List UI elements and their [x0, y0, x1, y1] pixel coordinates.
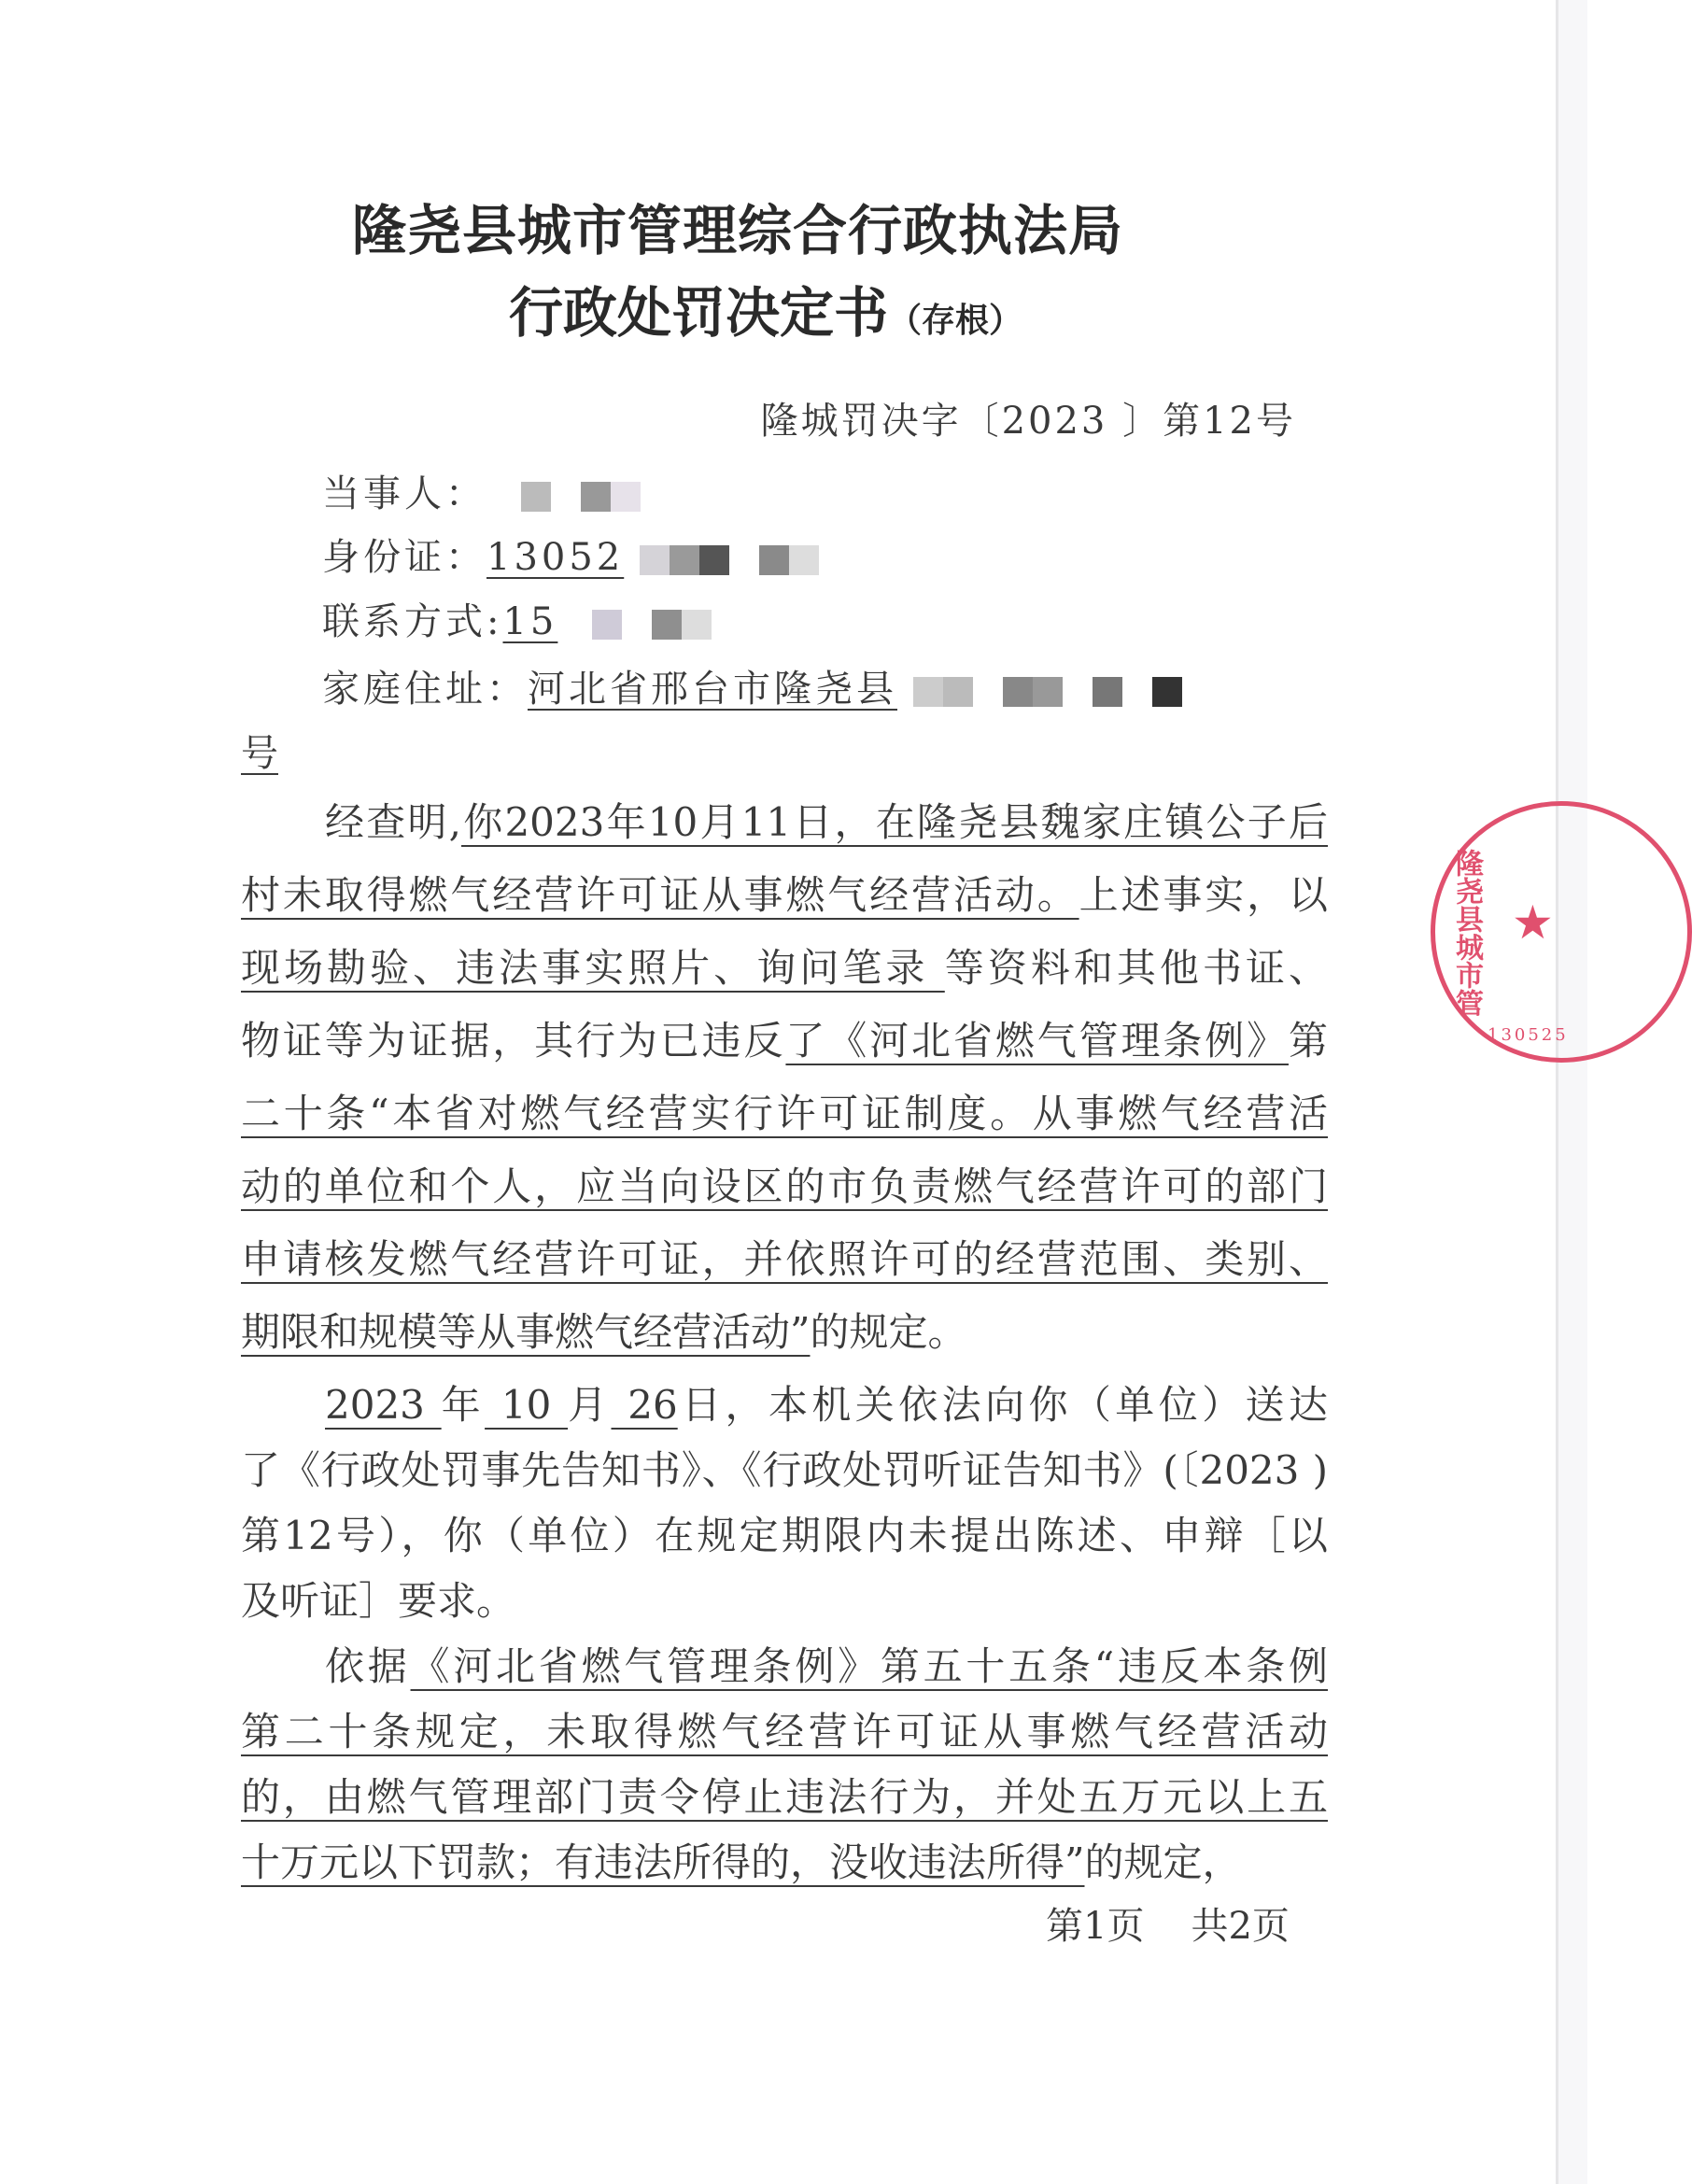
address-field	[322, 666, 1182, 712]
redaction	[682, 610, 712, 640]
underlined-text: 的，由燃气管理部门责令停止违法行为，并处五万元以上五	[241, 1774, 1328, 1820]
redaction	[943, 677, 973, 707]
document-title	[28, 280, 1503, 354]
contact-label: 联系方式:	[322, 600, 503, 643]
doc-type-suffix: （存根）	[888, 302, 1023, 340]
address-value: 河北省邢台市隆尧县	[528, 668, 897, 711]
underlined-text: 现场勘验、违法事实照片、询问笔录	[241, 945, 945, 991]
text-line	[241, 1078, 1328, 1150]
underlined-text: 动的单位和个人，应当向设区的市负责燃气经营许可的部门	[241, 1163, 1328, 1209]
underlined-text: 申请核发燃气经营许可证，并依照许可的经营范围、类别、	[241, 1236, 1328, 1282]
text: 的规定。	[810, 1309, 967, 1355]
underlined-text: 期限和规模等从事燃气经营活动”	[241, 1309, 811, 1355]
redaction	[789, 545, 819, 575]
redaction	[521, 482, 551, 512]
page-edge	[1556, 0, 1558, 2184]
redaction	[759, 545, 789, 575]
page-footer	[1046, 1903, 1336, 1950]
redaction	[1152, 677, 1182, 707]
text: 年	[441, 1382, 486, 1428]
text-line	[241, 786, 1328, 859]
seal-star-icon: ★	[1512, 895, 1554, 950]
paragraph-facts	[241, 786, 1328, 1369]
underlined-text: 了《河北省燃气管理条例》	[785, 1018, 1289, 1064]
text-line	[241, 859, 1328, 932]
redaction	[1003, 677, 1033, 707]
underlined-text: 你2023年10月11日，在隆尧县魏家庄镇公子后	[461, 799, 1328, 845]
redaction-gap	[551, 482, 581, 512]
redaction	[652, 610, 682, 640]
underlined-text: 村未取得燃气经营许可证从事燃气经营活动。	[241, 872, 1079, 918]
redaction	[913, 677, 943, 707]
underlined-text: 26	[611, 1382, 678, 1428]
redaction-gap	[1063, 677, 1093, 707]
text-line	[241, 1699, 1328, 1765]
address-label: 家庭住址：	[322, 668, 528, 711]
address-end: 号	[241, 732, 278, 775]
redaction	[581, 482, 611, 512]
text-line	[241, 1005, 1328, 1078]
page-number: 第1页	[1046, 1905, 1145, 1948]
text: 第12号），你（单位）在规定期限内未提出陈述、申辩［以	[241, 1513, 1328, 1558]
text: 月	[568, 1382, 612, 1428]
text-line	[241, 1223, 1328, 1296]
redaction-gap	[729, 545, 759, 575]
text: 等资料和其他书证、	[944, 945, 1328, 991]
contact-field	[322, 599, 712, 645]
text-line	[241, 1830, 1328, 1895]
underlined-text: 2023	[325, 1382, 442, 1428]
paragraph-notice-and-basis	[241, 1373, 1328, 1895]
redaction	[592, 610, 622, 640]
redaction	[611, 482, 641, 512]
id-value: 13052	[486, 536, 625, 579]
redaction	[640, 545, 670, 575]
redaction	[699, 545, 729, 575]
text-line	[241, 1438, 1328, 1503]
text: 上述事实，以	[1079, 872, 1328, 918]
seal-number: 130525	[1488, 1025, 1569, 1045]
text-line	[241, 1150, 1328, 1223]
text-line	[241, 1765, 1328, 1830]
doc-type: 行政处罚决定书	[508, 281, 888, 345]
text-line	[241, 932, 1328, 1005]
contact-value: 15	[502, 600, 558, 643]
seal-text: 隆尧县城市管	[1450, 849, 1483, 1017]
page-total: 共2页	[1191, 1905, 1290, 1948]
underlined-text: 二十条“本省对燃气经营实行许可证制度。从事燃气经营活	[241, 1091, 1328, 1136]
party-name-label: 当事人：	[322, 472, 486, 515]
underlined-text: 十万元以下罚款；有违法所得的，没收违法所得”	[241, 1839, 1085, 1885]
text: 物证等为证据，其行为已违反	[241, 1018, 786, 1064]
redaction	[670, 545, 699, 575]
underlined-text: 10	[485, 1382, 569, 1428]
text: 日，本机关依法向你（单位）送达	[677, 1382, 1328, 1428]
id-label: 身份证：	[322, 536, 486, 579]
scan-background	[1558, 0, 1587, 2184]
underlined-text: 第二十条规定，未取得燃气经营许可证从事燃气经营活动	[241, 1709, 1328, 1754]
redaction-gap	[622, 610, 652, 640]
agency-title: 隆尧县城市管理综合行政执法局	[351, 199, 1123, 262]
text-line	[241, 1503, 1328, 1569]
document-number: 隆城罚决字〔2023 〕第12号	[760, 400, 1296, 443]
text-line	[241, 1634, 1328, 1699]
redaction-gap	[1122, 677, 1152, 707]
text-line	[241, 1296, 1328, 1369]
redaction	[1033, 677, 1063, 707]
text-line	[241, 1373, 1328, 1438]
text: 经查明,	[325, 799, 462, 845]
redaction-gap	[973, 677, 1003, 707]
text: 的规定，	[1084, 1839, 1242, 1885]
id-field	[322, 534, 819, 581]
text: 依据	[325, 1643, 411, 1689]
text: 了《行政处罚事先告知书》、《行政处罚听证告知书》(〔2023 )	[241, 1447, 1328, 1493]
text-line	[241, 1569, 1328, 1634]
underlined-text: 《河北省燃气管理条例》第五十五条“违反本条例	[410, 1643, 1328, 1689]
party-name-field	[322, 471, 641, 517]
redaction	[1093, 677, 1122, 707]
text: 第	[1288, 1018, 1328, 1064]
text: 及听证］要求。	[241, 1578, 516, 1624]
